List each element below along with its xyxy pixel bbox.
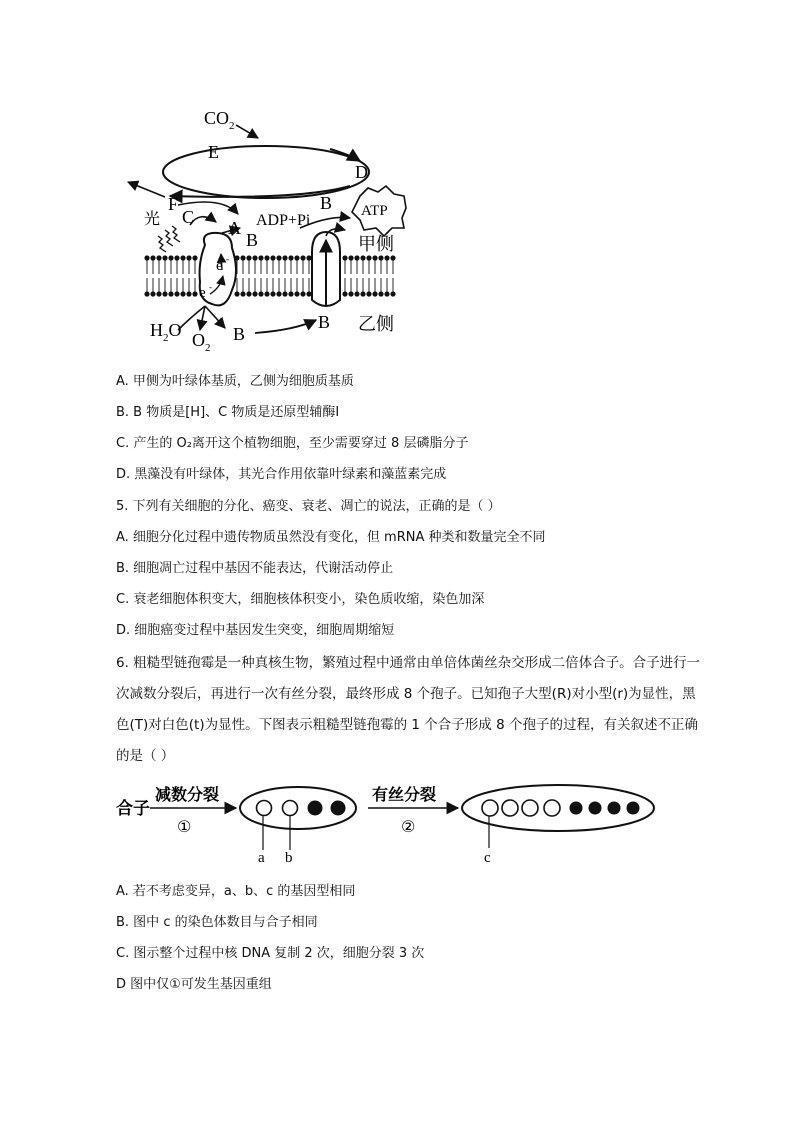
q5-option-d: D. 细胞癌变过程中基因发生突变，细胞周期缩短 — [116, 623, 395, 638]
q6-option-c: C. 图示整个过程中核 DNA 复制 2 次，细胞分裂 3 次 — [116, 946, 425, 961]
q4-option-a: A. 甲侧为叶绿体基质，乙侧为细胞质基质 — [116, 374, 354, 389]
label-o2: $O_2$ — [192, 330, 211, 354]
label-b-bottom-right: B — [318, 312, 331, 332]
label-atp: ATP — [361, 203, 388, 219]
label-e: E — [208, 142, 219, 162]
q6-option-b: B. 图中 c 的染色体数目与合子相同 — [116, 915, 318, 930]
q4-option-d: D. 黑藻没有叶绿体，其光合作用依靠叶绿素和藻蓝素完成 — [116, 467, 447, 482]
q4-option-c: C. 产生的 O₂离开这个植物细胞，至少需要穿过 8 层磷脂分子 — [116, 436, 469, 451]
label-step2: ② — [401, 817, 416, 836]
q6-option-d: D 图中仅①可发生基因重组 — [116, 977, 272, 992]
label-co2: $CO_2$ — [204, 108, 235, 132]
q5-option-c: C. 衰老细胞体积变大，细胞核体积变小，染色质收缩，染色加深 — [116, 592, 485, 607]
label-h2o: $H_2O$ — [150, 320, 182, 344]
f-arrow — [128, 182, 165, 197]
label-step1: ① — [177, 817, 192, 836]
label-a: A — [228, 218, 241, 238]
label-mitosis: 有丝分裂 — [372, 785, 437, 804]
cell-after-meiosis — [240, 787, 356, 829]
q4-option-b: B. B 物质是[H]、C 物质是还原型辅酶Ⅰ — [116, 405, 340, 420]
label-b-left: B — [246, 230, 259, 250]
q6-stem: 6. 粗糙型链孢霉是一种真核生物，繁殖过程中通常由单倍体菌丝杂交形成二倍体合子。合子进行一次减数分裂后，再进行一次有丝分裂，最终形成 8 个孢子。已知孢子大型(R)对小型(r)为显性，黑色(T)对白色(t)为显性。下图表示粗糙型链孢霉的 1 个合子形成 8 个孢子的过程，有关叙述不正确的是（ ） — [116, 655, 701, 764]
label-f: F — [168, 194, 179, 214]
label-d: D — [355, 162, 368, 182]
label-electron-2: e — [199, 285, 206, 301]
label-side-jia: 甲侧 — [358, 234, 394, 255]
label-b: b — [285, 850, 293, 866]
label-c: c — [484, 850, 491, 866]
light-arrow — [165, 230, 173, 246]
label-light: 光 — [144, 209, 161, 228]
photosynthesis-diagram — [0, 0, 794, 370]
label-electron-1: e — [216, 258, 223, 274]
svg-text:-: - — [226, 254, 229, 264]
label-side-yi: 乙侧 — [358, 314, 394, 335]
cell-after-mitosis — [462, 785, 654, 831]
q6-option-a: A. 若不考虑变异，a、b、c 的基因型相同 — [116, 884, 356, 899]
svg-text:-: - — [209, 282, 212, 292]
label-b-top: B — [320, 193, 333, 213]
label-b-bottom-mid: B — [233, 324, 246, 344]
label-adp: ADP+Pi — [256, 212, 311, 229]
co2-arrow — [236, 125, 258, 138]
cycle-ellipse — [163, 146, 369, 198]
label-c: C — [182, 207, 195, 227]
label-a: a — [258, 850, 265, 866]
label-meiosis: 减数分裂 — [155, 785, 220, 804]
label-zygote: 合子 — [116, 799, 150, 819]
q5-option-b: B. 细胞凋亡过程中基因不能表达，代谢活动停止 — [116, 561, 394, 576]
q5-option-a: A. 细胞分化过程中遗传物质虽然没有变化，但 mRNA 种类和数量完全不同 — [116, 530, 546, 545]
q5-stem: 5. 下列有关细胞的分化、癌变、衰老、凋亡的说法，正确的是（ ） — [116, 499, 501, 514]
